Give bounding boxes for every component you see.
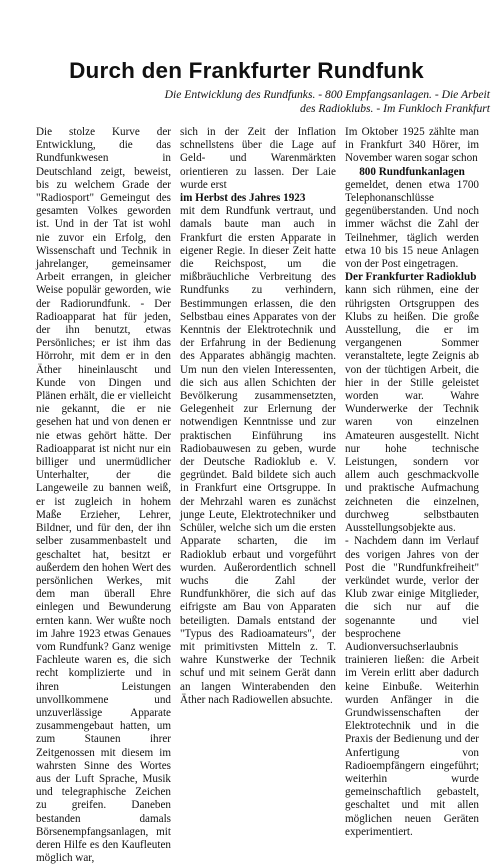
article-subtitle [120,88,490,116]
column-3-subheading-2: Der Frankfurter Radioklub [345,271,477,284]
column-3-paragraph-4: - Nachdem dann im Verlauf des vorigen Jahres von der Post die "Rundfunkfreiheit" verkündet wurde, verlor der Klub zwar einige Mitglieder, die sich nur auf die sogenannte und viel besprochene Audionversuchserlaubnis trainieren ließen: die Arbeit im Verein erlitt aber dadurch keine Einbuße. Weiterhin wurden Anfänger in die Grundwissenschaften der Elektrotechnik und in die Praxis der Bedienung und der Anfertigung von Radioempfängern eingeführt; weiterhin wurde gemeinschaftlich gebastelt, geschaltet und mit allen möglichen neuen Geräten experimentiert. [345,535,479,838]
column-3-subheading-1: 800 Rundfunkanlagen [359,165,465,178]
column-2-paragraph-1: sich in der Zeit der Inflation schnellstens über die Lage auf Geld- und Warenmärkten orientieren zu lassen. Der Laie wurde erst [180,126,336,191]
text-column-3 [345,126,479,839]
column-3-paragraph-1: Im Oktober 1925 zählte man in Frankfurt 340 Hörer, im November waren sogar schon [345,126,479,165]
text-column-2 [180,126,336,707]
subtitle-line-2: des Radioklubs. - Im Funkloch Frankfurt [300,102,490,115]
text-column-1 [36,126,171,865]
subtitle-line-1: Die Entwicklung des Rundfunks. - 800 Empfangsanlagen. - Die Arbeit [164,88,490,101]
column-3-paragraph-3: kann sich rühmen, eine der rührigsten Ortsgruppen des Klubs zu heißen. Die große Ausstellung, die er im vergangenen Sommer veranstaltete, legte Zeignis ab von der tüchtigen Arbeit, die hier in der Stille geleistet worden war. Wahre Wunderwerke der Technik waren von einzelnen Amateuren ausgestellt. Nicht nur hohe technische Leistungen, sondern vor allem auch geschmackvolle und praktische Aufmachung zeichneten die einzelnen, durchweg selbstbauten Ausstellungsobjekte aus. [345,284,479,535]
article-title: Durch den Frankfurter Rundfunk [69,58,424,83]
column-1-paragraph: Die stolze Kurve der Entwicklung, die das Rundfunkwesen in Deutschland zeigt, beweist, bis zu welchem Grade der "Radiosport" Gemeingut des gesamten Volkes geworden ist. Und in der Tat ist wohl nie zuvor ein Erfolg, den Wissenschaft und Technik in jahrelanger, gemeinsamer Arbeit errangen, in gleicher Weise populär geworden, wie der Radiorundfunk. - Der Radioapparat hat für jeden, der ihn benutzt, etwas Persönliches; er ist ihm das Hörrohr, mit dem er in den Äther hineinlauscht und Kunde von Dingen und Plänen erhält, die er vielleicht nie gekannt, die er nie gesehen hat und von denen er nie etwas gehört hätte. Der Radioapparat ist nicht nur ein billiger und unermüdlicher Unterhalter, der die Langeweile zu bannen weiß, er ist zugleich in hohem Maße Erzieher, Lehrer, Bildner, und für den, der ihn selber zusammenbastelt und geschaltet hat, besitzt er außerdem den hohen Wert des persönlichen Werkes, mit dem man überall Ehre einlegen und Bewunderung ernten kann. Wer wußte noch im Jahre 1923 etwas Genaues vom Rundfunk? Ganz wenige Fachleute waren es, die sich recht komplizierte und in ihren Leistungen unvollkommene und unzuverlässige Apparate zusammengebaut hatten, um zum Staunen ihrer Zeitgenossen mit diesem im wahrsten Sinne des Wortes aus der Luft Sprache, Musik und telegraphische Zeichen zu greifen. Daneben bestanden damals Börsenempfangsanlagen, mit deren Hilfe es den Kaufleuten möglich war, [36,126,171,865]
column-2-subheading: im Herbst des Jahres 1923 [180,192,306,205]
column-2-paragraph-2: mit dem Rundfunk vertraut, und damals baute man auch in Frankfurt die ersten Apparate in eigener Regie. In dieser Zeit hatte die Reichspost, um die mißbräuchliche Verbreitung des Rundfunks zu verhindern, Bestimmungen erlassen, die den Selbstbau eines Apparates von der Kenntnis der Elektrotechnik und der Erfahrung in der Bedienung des Apparates abhängig machten. Um nun den vielen Interessenten, die sich aus allen Schichten der Bevölkerung zusammensetzten, Gelegenheit zur Erlernung der notwendigen Kenntnisse und zur praktischen Einführung ins Radiobauwesen zu geben, wurde der Deutsche Radioklub e. V. gegründet. Bald bildete sich auch in Frankfurt eine Ortsgruppe. In der Mehrzahl waren es zunächst junge Leute, Elektrotechniker und Schüler, welche sich um die ersten Apparate scharten, die im Radioklub erbaut und vorgeführt wurden. Außerordentlich schnell wuchs die Zahl der Rundfunkhörer, die sich auf das eifrigste am Bau von Apparaten beteiligten. Damals entstand der "Typus des Radioamateurs", der mit primitivsten Mitteln z. T. wahre Kunstwerke der Technik schuf und mit seinem Gerät dann an langen Winterabenden den Äther nach Radiowellen absuchte. [180,205,336,706]
column-3-paragraph-2: gemeldet, denen etwa 1700 Telephonanschlüsse gegenüberstanden. Und noch immer wächst die Zahl der Teilnehmer, täglich werden etwa 10 bis 15 neue Anlagen von der Post eingetragen. [345,178,479,271]
